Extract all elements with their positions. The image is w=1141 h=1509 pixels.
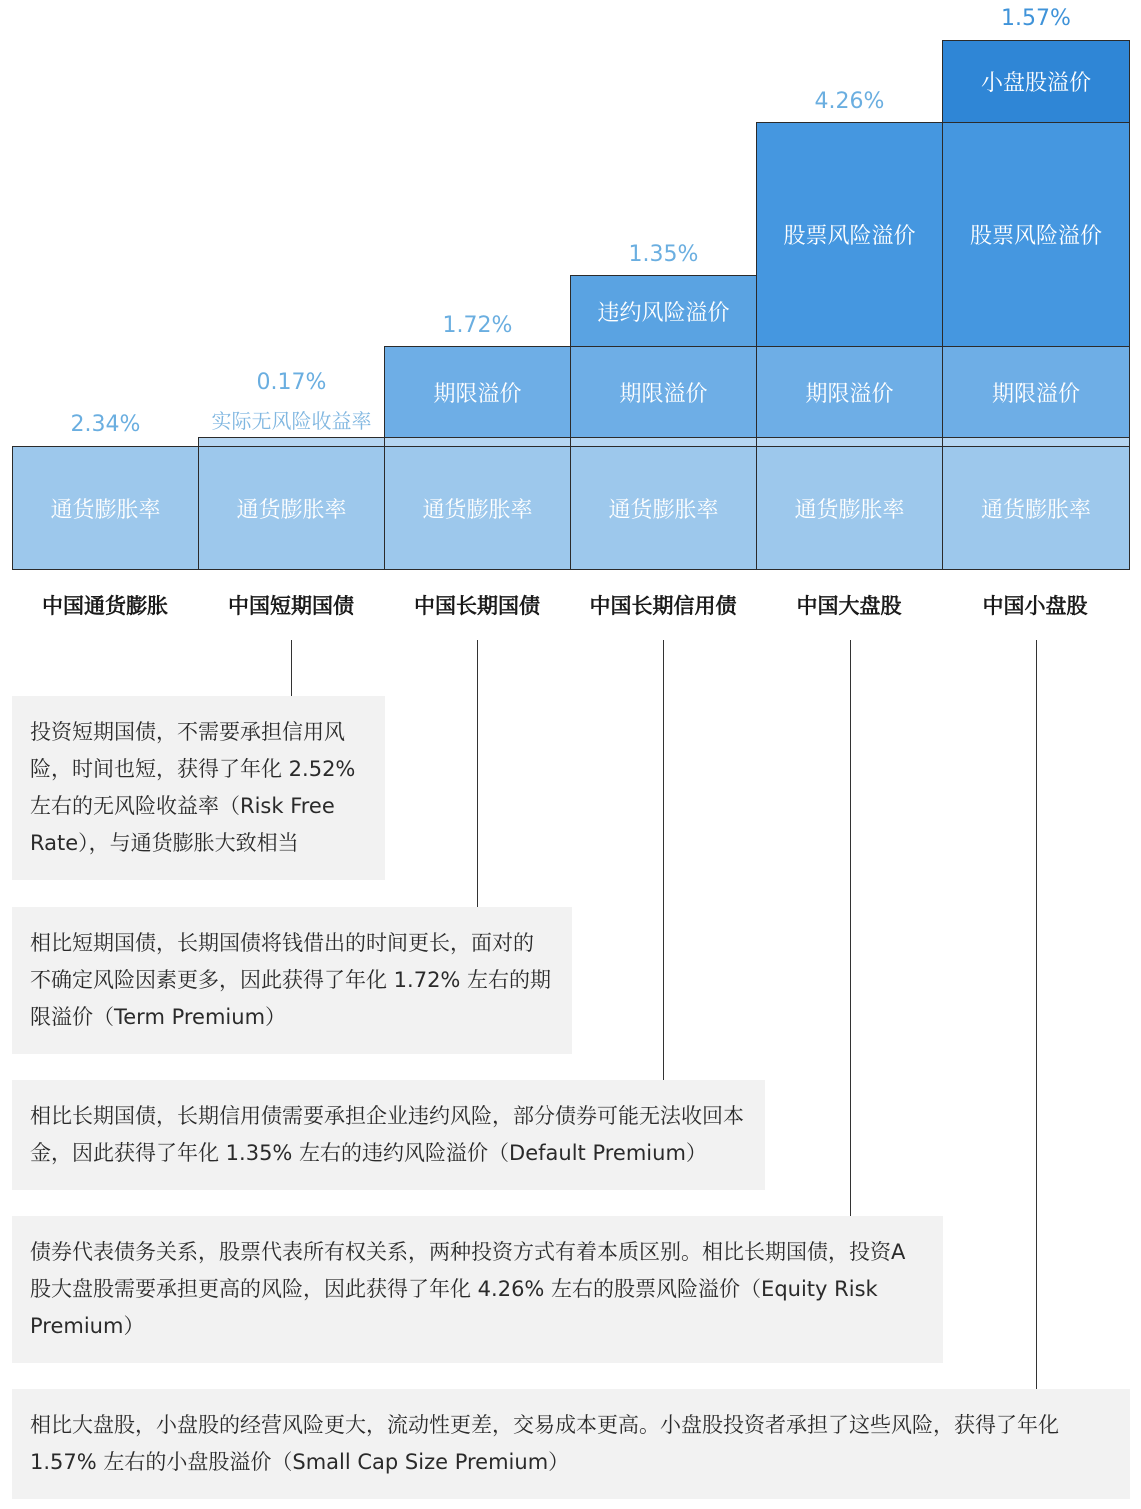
category-label-small-cap: 中国小盘股 <box>982 594 1088 618</box>
connector-line-small-cap <box>1036 640 1037 1389</box>
connector-line-large-cap <box>850 640 851 1216</box>
inflation-block-2 <box>198 446 385 570</box>
term-premium-label: 期限溢价 <box>805 381 894 407</box>
equity-premium-block-6 <box>942 122 1130 347</box>
term-premium-label: 期限溢价 <box>991 381 1080 407</box>
default-premium-label: 违约风险溢价 <box>597 300 730 326</box>
inflation-block-5 <box>756 446 943 570</box>
inflation-block-1 <box>12 446 199 570</box>
note-term-premium: 相比短期国债，长期国债将钱借出的时间更长，面对的不确定风险因素更多，因此获得了年化 1.72% 左右的期限溢价（Term Premium） <box>12 907 572 1054</box>
equity-premium-label: 股票风险溢价 <box>783 224 916 249</box>
term-premium-label: 期限溢价 <box>619 381 708 407</box>
inflation-label: 通货膨胀率 <box>50 497 161 523</box>
inflation-label: 通货膨胀率 <box>422 497 533 523</box>
category-label-inflation: 中国通货膨胀 <box>42 594 168 618</box>
default-premium-block-4 <box>570 275 757 347</box>
inflation-label: 通货膨胀率 <box>236 497 347 523</box>
category-label-long-term-bond: 中国长期国债 <box>414 594 540 618</box>
category-label-short-term-bond: 中国短期国债 <box>228 594 354 618</box>
inflation-percentage: 2.34% <box>70 412 141 437</box>
default-premium-percentage: 1.35% <box>628 242 699 267</box>
risk-free-percentage: 0.17% <box>256 370 327 395</box>
term-premium-block-5 <box>756 346 943 438</box>
connector-line-credit-bond <box>663 640 664 1080</box>
risk-free-block-2 <box>198 437 385 447</box>
inflation-label: 通货膨胀率 <box>608 497 719 523</box>
inflation-label: 通货膨胀率 <box>980 497 1091 523</box>
equity-premium-block-5 <box>756 122 943 347</box>
equity-premium-percentage: 4.26% <box>814 89 885 114</box>
risk-free-block-3 <box>384 437 571 447</box>
connector-line-long-term-bond <box>477 640 478 907</box>
note-default-premium: 相比长期国债，长期信用债需要承担企业违约风险，部分债券可能无法收回本金，因此获得了年化 1.35% 左右的违约风险溢价（Default Premium） <box>12 1080 765 1190</box>
inflation-block-6 <box>942 446 1130 570</box>
risk-free-rate-label: 实际无风险收益率 <box>211 409 372 433</box>
category-label-large-cap: 中国大盘股 <box>796 594 902 618</box>
small-cap-premium-percentage: 1.57% <box>1001 6 1071 31</box>
note-equity-premium: 债券代表债务关系，股票代表所有权关系，两种投资方式有着本质区别。相比长期国债，投资A股大盘股需要承担更高的风险，因此获得了年化 4.26% 左右的股票风险溢价（Equity Risk Premium） <box>12 1216 943 1363</box>
term-premium-percentage: 1.72% <box>442 313 513 338</box>
term-premium-block-6 <box>942 346 1130 438</box>
inflation-block-4 <box>570 446 757 570</box>
category-label-long-term-credit-bond: 中国长期信用债 <box>589 594 737 618</box>
note-small-cap-premium: 相比大盘股，小盘股的经营风险更大，流动性更差，交易成本更高。小盘股投资者承担了这些风险，获得了年化 1.57% 左右的小盘股溢价（Small Cap Size Premium） <box>12 1389 1130 1499</box>
inflation-block-3 <box>384 446 571 570</box>
equity-premium-label: 股票风险溢价 <box>969 224 1102 249</box>
risk-free-block-4 <box>570 437 757 447</box>
term-premium-label: 期限溢价 <box>433 381 522 407</box>
risk-free-block-6 <box>942 437 1130 447</box>
note-risk-free-rate: 投资短期国债，不需要承担信用风险，时间也短，获得了年化 2.52% 左右的无风险收益率（Risk Free Rate），与通货膨胀大致相当 <box>12 696 385 880</box>
risk-free-block-5 <box>756 437 943 447</box>
small-cap-premium-label: 小盘股溢价 <box>980 71 1091 96</box>
term-premium-block-4 <box>570 346 757 438</box>
small-cap-premium-block-6 <box>942 40 1130 123</box>
connector-line-short-term-bond <box>291 640 292 696</box>
term-premium-block-3 <box>384 346 571 438</box>
inflation-label: 通货膨胀率 <box>794 497 905 523</box>
